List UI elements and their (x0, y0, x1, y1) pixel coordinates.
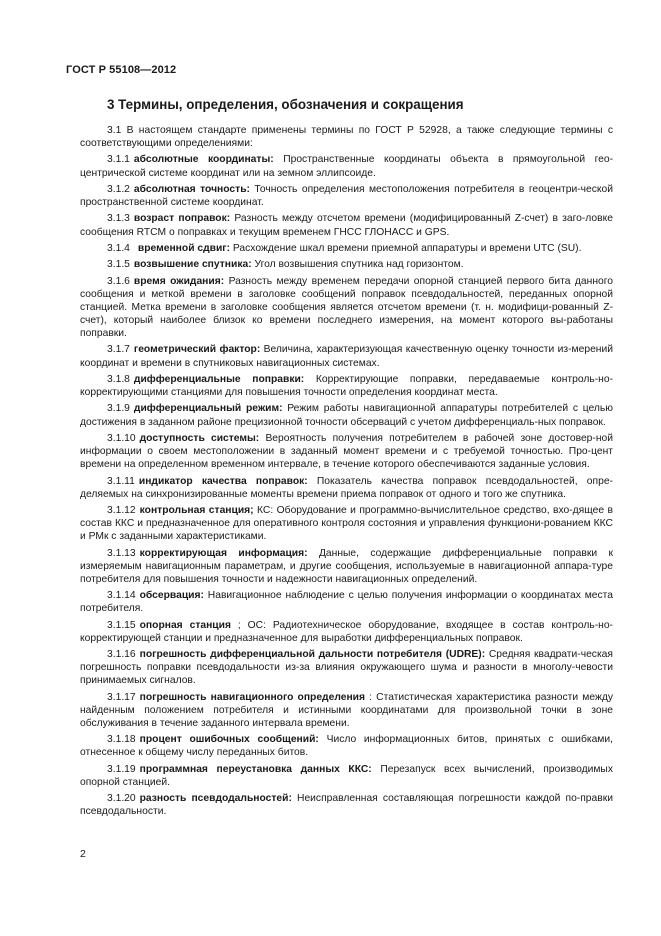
term-text: Данные, содержащие дифференциальные поправки к измеряемым навигационным параметрам, и другие сообщения, используемые в навигационной аппара-туре потребителя для повышения точности и надежности навигационных определений. (80, 547, 613, 585)
term-name: погрешность навигационного определения (139, 691, 366, 703)
term-name: абсолютные координаты: (133, 154, 274, 166)
term-name: программная переустановка данных ККС: (139, 763, 372, 775)
term-number: 3.1.4 (107, 242, 130, 254)
term-text: : Статистическая характеристика разности между найденным положением потребителя и истинными координатами для произвольной точки в зоне обслуживания в течение заданного интервала времени. (80, 691, 613, 729)
term-name: погрешность дифференциальной дальности потребителя (UDRE): (139, 649, 486, 661)
term-text: Разность между временем передачи опорной станцией первого бита данного сообщения и меткой времени в заголовке сообщений поправок псевдодальностей, переданных опорной станцией. Метка времени в заголовке сообщения является отсчетом времени (т. н. модифици-рованный Z-счет), который наиболее близок ко времени последнего измерения, на момент которого вы-работаны поправки. (80, 275, 613, 340)
section-title: 3 Термины, определения, обозначения и сокращения (107, 97, 464, 112)
term-definition (80, 432, 613, 471)
term-number: 3.1.13 (107, 547, 136, 559)
term-definition (80, 183, 613, 209)
term-name: дифференциальные поправки: (133, 373, 305, 385)
term-name: абсолютная точность: (133, 183, 250, 195)
term-text: Пространственные координаты объекта в прямоугольной гео-центрической системе координат или на земном эллипсоиде. (80, 154, 614, 179)
standard-code: ГОСТ Р 55108—2012 (66, 64, 177, 76)
term-text: Корректирующие поправки, передаваемые контроль-но-корректирующими станциями для повышения точности определения координат места. (80, 373, 613, 399)
term-name: корректирующая информация: (139, 547, 308, 559)
term-text: Величина, характеризующая качественную оценку точности из-мерений координат и времени в спутниковых навигационных системах. (80, 344, 613, 369)
term-definition (80, 373, 613, 399)
term-text: ; ОС: Радиотехническое оборудование, входящее в состав контроль-но-корректирующей станции и предназначенное для выработки дифференциальных поправок. (80, 619, 613, 644)
term-number: 3.1.18 (107, 734, 136, 746)
term-definition (80, 547, 613, 586)
term-name: обсервация: (139, 590, 204, 602)
term-definition (80, 343, 613, 369)
term-name: разность псевдодальностей: (139, 793, 292, 805)
term-definition (80, 153, 613, 179)
term-text: Разность между отсчетом времени (модифицированный Z-счет) в заго-ловке сообщения RTCM о поправках и текущим временем ГНСС ГЛОНАСС и GPS. (80, 213, 613, 238)
term-number: 3.1.5 (107, 259, 130, 271)
term-number: 3.1.2 (107, 183, 130, 195)
term-number: 3.1.12 (107, 505, 136, 516)
term-number: 3.1.11 (107, 475, 135, 487)
term-text: Неисправленная составляющая погрешности каждой по-правки псевдодальности. (80, 793, 613, 818)
term-number: 3.1.8 (107, 373, 130, 385)
term-name: опорная станция (139, 619, 231, 631)
term-definition (80, 589, 613, 615)
term-text: Перезапуск всех вычислений, производимых опорной станцией. (80, 763, 613, 788)
term-definition (80, 648, 613, 687)
term-name: дифференциальный режим: (133, 403, 283, 415)
term-definition (80, 475, 613, 501)
term-text: Показатель качества поправок псевдодальностей, опре-деляемых на синхронизированные моменты времени приема поправок от одного и того же спутника. (80, 475, 613, 500)
term-name: контрольная станция; (139, 505, 254, 516)
term-name: возвышение спутника: (133, 259, 252, 271)
term-definition (80, 402, 613, 428)
term-number: 3.1.19 (107, 763, 136, 775)
term-number: 3.1.17 (107, 691, 136, 703)
term-text: Вероятность получения потребителем в рабочей зоне достовер-ной информации о своем местоположении в заданный момент времени и с требуемой точностью. Про-цент времени на определенном временном интервале, в течение которого обеспечиваются заданные условия. (80, 432, 613, 471)
term-text: КС: Оборудование и программно-вычислительное средство, вхо-дящее в состав ККС и предназначенное для оперативного контроля состояния и управления функциони-рованием ККС и РМк с заданными характеристиками. (80, 505, 613, 543)
term-definition (80, 733, 613, 759)
terms-list (80, 153, 613, 818)
term-number: 3.1.20 (107, 793, 136, 805)
term-text: Угол возвышения спутника над горизонтом. (254, 259, 464, 271)
term-text: Число информационных битов, принятых с ошибками, отнесенное к общему числу переданных битов. (80, 734, 613, 759)
term-definition (80, 763, 613, 789)
term-definition (80, 792, 613, 818)
term-definition (80, 275, 613, 340)
term-name: временной сдвиг: (137, 242, 231, 254)
term-definition (80, 504, 613, 543)
term-text: Навигационное наблюдение с целью получения информации о координатах места потребителя. (80, 590, 613, 615)
term-number: 3.1.10 (107, 432, 136, 444)
term-definition (80, 258, 613, 271)
term-name: возраст поправок: (133, 213, 231, 225)
term-definition (80, 212, 613, 238)
term-text: Режим работы навигационной аппаратуры потребителей с целью достижения в заданном районе прецизионной точности обсерваций с учетом дифференциаль-ных поправок. (80, 403, 613, 428)
term-number: 3.1.14 (107, 590, 136, 602)
term-name: индикатор качества поправок: (138, 475, 308, 487)
term-number: 3.1.6 (107, 275, 130, 287)
intro-paragraph: 3.1 В настоящем стандарте применены термины по ГОСТ Р 52928, а также следующие термины с соответствующими определениями: (80, 125, 613, 150)
term-name: доступность системы: (139, 432, 260, 444)
term-number: 3.1.9 (107, 403, 130, 415)
term-definition (80, 242, 613, 255)
document-body (80, 124, 613, 822)
term-number: 3.1.15 (107, 619, 136, 631)
term-name: время ожидания: (133, 275, 225, 287)
term-definition (80, 691, 613, 730)
term-name: геометрический фактор: (133, 344, 261, 356)
term-number: 3.1.16 (107, 649, 136, 661)
term-number: 3.1.1 (107, 154, 130, 166)
term-number: 3.1.7 (107, 344, 130, 356)
term-text: Средняя квадрати-ческая погрешность поправки псевдодальности из-за влияния окружающего шума и разности в многолу-чевости принимаемых сигналов. (80, 649, 613, 687)
page-number: 2 (80, 848, 86, 860)
term-text: Расхождение шкал времени приемной аппаратуры и времени UTC (SU). (232, 242, 582, 254)
term-text: Точность определения местоположения потребителя в геоцентри-ческой пространственной системе координат. (80, 183, 613, 209)
term-name: процент ошибочных сообщений: (139, 734, 319, 746)
term-definition (80, 619, 613, 645)
term-number: 3.1.3 (107, 213, 130, 225)
